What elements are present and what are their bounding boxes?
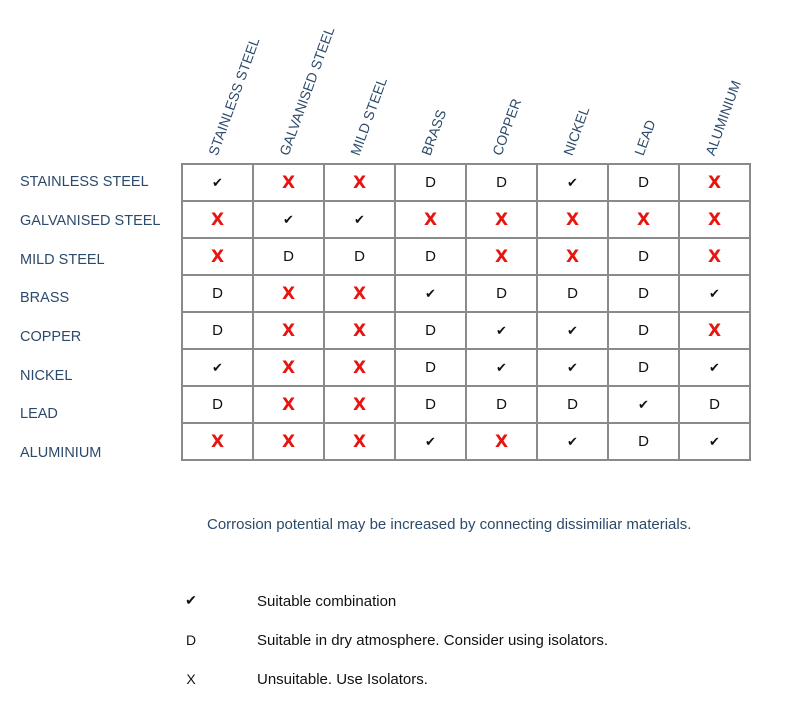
matrix-cell [253,238,324,275]
matrix-cell [182,423,253,460]
matrix-cell [324,164,395,201]
column-header: NICKEL [560,104,593,158]
matrix-cell [395,349,466,386]
dry-mark: D [638,173,649,191]
check-icon: ✔ [354,212,365,228]
matrix-cell [537,275,608,312]
unsuitable-mark: X [707,172,722,193]
check-icon: ✔ [709,434,720,450]
matrix-cell [466,349,537,386]
matrix-cell [679,275,750,312]
unsuitable-mark: X [210,431,225,452]
dry-mark: D [212,284,223,302]
dry-mark: D [283,247,294,265]
check-icon: ✔ [425,434,436,450]
dry-mark: D [567,284,578,302]
matrix-cell [253,201,324,238]
unsuitable-mark: X [210,246,225,267]
unsuitable-mark: X [352,431,367,452]
column-header: LEAD [631,117,659,158]
row-label: COPPER [20,329,82,345]
matrix-cell [608,238,679,275]
matrix-cell [182,238,253,275]
unsuitable-mark: X [281,172,296,193]
check-icon: ✔ [212,175,223,191]
row-label: MILD STEEL [20,252,105,268]
matrix-cell [608,164,679,201]
matrix-cell [608,201,679,238]
matrix-cell [182,312,253,349]
column-header: MILD STEEL [347,75,390,158]
matrix-cell [395,201,466,238]
unsuitable-mark: X [352,320,367,341]
unsuitable-mark: X [352,394,367,415]
row-label: BRASS [20,290,70,306]
matrix-cell [324,423,395,460]
check-icon: ✔ [709,360,720,376]
dry-mark: D [425,321,436,339]
matrix-cell [253,349,324,386]
matrix-cell [679,164,750,201]
matrix-cell [324,386,395,423]
table-row [182,201,750,238]
matrix-cell [395,164,466,201]
matrix-cell [182,349,253,386]
matrix-cell [537,386,608,423]
row-label: GALVANISED STEEL [20,213,161,229]
dry-mark: D [638,358,649,376]
matrix-cell [608,275,679,312]
matrix-cell [679,386,750,423]
column-header: GALVANISED STEEL [276,24,338,158]
unsuitable-mark: X [281,320,296,341]
matrix-cell [182,201,253,238]
dry-mark: D [709,395,720,413]
matrix-cell [608,312,679,349]
matrix-cell [324,312,395,349]
row-label: ALUMINIUM [20,445,102,461]
matrix-cell [537,164,608,201]
matrix-cell [182,386,253,423]
matrix-cell [537,423,608,460]
compatibility-matrix [181,163,751,461]
check-icon: ✔ [283,212,294,228]
dry-mark: D [496,284,507,302]
matrix-cell [466,386,537,423]
unsuitable-mark: X [494,209,509,230]
corrosion-note: Corrosion potential may be increased by connecting dissimiliar materials. [207,516,692,533]
matrix-cell [395,275,466,312]
unsuitable-mark: X [281,357,296,378]
matrix-cell [395,386,466,423]
row-label: STAINLESS STEEL [20,174,149,190]
dry-mark: D [496,395,507,413]
unsuitable-mark: X [707,246,722,267]
dry-mark: D [425,395,436,413]
table-row [182,423,750,460]
unsuitable-mark: X [494,246,509,267]
unsuitable-mark: X [636,209,651,230]
column-header: COPPER [489,96,525,158]
matrix-cell [608,423,679,460]
check-icon: ✔ [638,397,649,413]
matrix-cell [608,349,679,386]
legend-unsuitable-symbol: X [186,671,196,687]
unsuitable-mark: X [281,283,296,304]
column-header: BRASS [418,107,450,158]
matrix-cell [679,312,750,349]
matrix-cell [537,312,608,349]
legend-dry-text: Suitable in dry atmosphere. Consider using isolators. [257,632,609,649]
matrix-cell [324,201,395,238]
unsuitable-mark: X [352,172,367,193]
matrix-cell [253,275,324,312]
table-row [182,312,750,349]
column-header: STAINLESS STEEL [205,35,263,158]
unsuitable-mark: X [352,357,367,378]
check-icon: ✔ [567,323,578,339]
matrix-cell [466,423,537,460]
matrix-cell [395,238,466,275]
check-icon: ✔ [496,360,507,376]
unsuitable-mark: X [494,431,509,452]
dry-mark: D [638,284,649,302]
unsuitable-mark: X [565,246,580,267]
check-icon: ✔ [709,286,720,302]
matrix-cell [679,423,750,460]
dry-mark: D [212,395,223,413]
matrix-cell [182,275,253,312]
matrix-cell [395,423,466,460]
dry-mark: D [354,247,365,265]
unsuitable-mark: X [210,209,225,230]
matrix-cell [253,423,324,460]
matrix-cell [679,238,750,275]
check-icon: ✔ [567,360,578,376]
matrix-cell [679,201,750,238]
matrix-cell [466,164,537,201]
table-row [182,238,750,275]
matrix-cell [182,164,253,201]
matrix-cell [324,349,395,386]
matrix-cell [253,312,324,349]
matrix-cell [679,349,750,386]
dry-mark: D [425,247,436,265]
check-icon: ✔ [567,434,578,450]
dry-mark: D [425,358,436,376]
matrix-cell [466,312,537,349]
check-icon: ✔ [496,323,507,339]
unsuitable-mark: X [707,320,722,341]
matrix-cell [395,312,466,349]
legend-unsuitable-text: Unsuitable. Use Isolators. [257,671,428,688]
check-icon: ✔ [567,175,578,191]
matrix-cell [324,275,395,312]
column-header: ALUMINIUM [702,78,744,158]
unsuitable-mark: X [423,209,438,230]
table-row [182,164,750,201]
matrix-cell [253,386,324,423]
matrix-cell [324,238,395,275]
matrix-cell [537,238,608,275]
unsuitable-mark: X [707,209,722,230]
dry-mark: D [638,247,649,265]
matrix-cell [253,164,324,201]
matrix-cell [537,349,608,386]
table-row [182,275,750,312]
unsuitable-mark: X [352,283,367,304]
dry-mark: D [638,321,649,339]
legend-suitable-text: Suitable combination [257,593,397,610]
check-icon: ✔ [212,360,223,376]
row-label: NICKEL [20,368,73,384]
matrix-cell [466,201,537,238]
row-label: LEAD [20,406,58,422]
unsuitable-mark: X [281,431,296,452]
dry-mark: D [567,395,578,413]
unsuitable-mark: X [565,209,580,230]
unsuitable-mark: X [281,394,296,415]
matrix-cell [608,386,679,423]
dry-mark: D [638,432,649,450]
legend-suitable-symbol: ✔ [185,592,197,608]
matrix-cell [537,201,608,238]
matrix-cell [466,238,537,275]
check-icon: ✔ [425,286,436,302]
table-row [182,349,750,386]
legend-dry-symbol: D [185,632,197,648]
dry-mark: D [212,321,223,339]
dry-mark: D [425,173,436,191]
table-row [182,386,750,423]
matrix-cell [466,275,537,312]
dry-mark: D [496,173,507,191]
